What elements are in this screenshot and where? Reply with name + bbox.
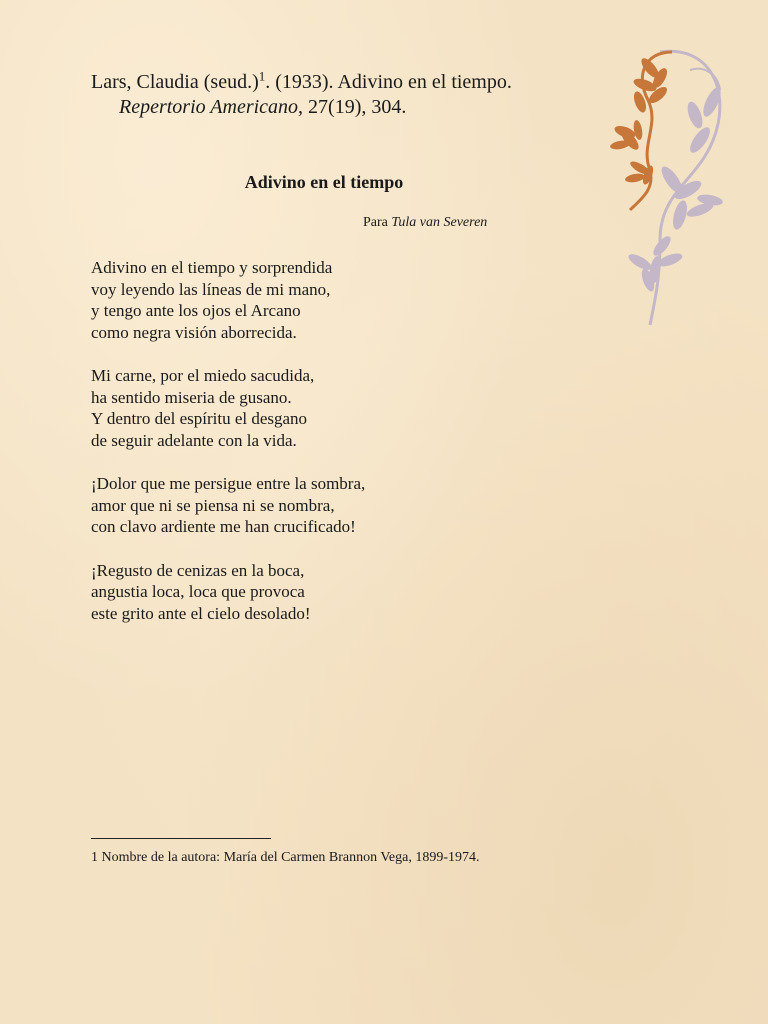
footnote-divider xyxy=(91,838,271,839)
citation-year-title: . (1933). Adivino en el tiempo. xyxy=(265,71,512,93)
verse: Adivino en el tiempo y sorprendida xyxy=(91,258,333,277)
verse: amor que ni se piensa ni se nombra, xyxy=(91,495,335,515)
verse: con clavo ardiente me han crucificado! xyxy=(91,517,356,536)
stanza xyxy=(91,473,365,538)
citation-author: Lars, Claudia (seud.) xyxy=(91,71,259,93)
verse: y tengo ante los ojos el Arcano xyxy=(91,301,301,320)
poem-dedication xyxy=(363,215,487,231)
verse: ¡Regusto de cenizas en la boca, xyxy=(91,560,305,580)
dedication-name: Tula van Severen xyxy=(391,215,488,230)
verse: Y dentro del espíritu el desgano xyxy=(91,409,308,428)
verse: de seguir adelante con la vida. xyxy=(91,430,297,450)
footnote: 1 Nombre de la autora: María del Carmen Brannon Vega, 1899-1974. xyxy=(91,850,480,865)
footnote-reference[interactable]: 1 xyxy=(258,68,266,84)
citation-volume-pages: , 27(19), 304. xyxy=(298,96,407,118)
stanza xyxy=(91,257,365,343)
citation-source xyxy=(91,95,512,120)
stanza xyxy=(91,365,365,451)
citation xyxy=(91,70,512,120)
verse: ha sentido miseria de gusano. xyxy=(91,387,292,407)
verse: voy leyendo las líneas de mi mano, xyxy=(91,279,331,299)
stanza xyxy=(91,560,365,625)
verse: este grito ante el cielo desolado! xyxy=(91,603,311,623)
verse: como negra visión aborrecida. xyxy=(91,322,297,342)
verse: angustia loca, loca que provoca xyxy=(91,582,305,601)
verse: Mi carne, por el miedo sacudida, xyxy=(91,366,315,385)
dedication-prefix: Para xyxy=(363,215,392,230)
poem-body xyxy=(91,257,365,646)
poem-title: Adivino en el tiempo xyxy=(244,172,404,192)
verse: ¡Dolor que me persigue entre la sombra, xyxy=(91,474,366,493)
citation-journal: Repertorio Americano xyxy=(119,96,299,118)
